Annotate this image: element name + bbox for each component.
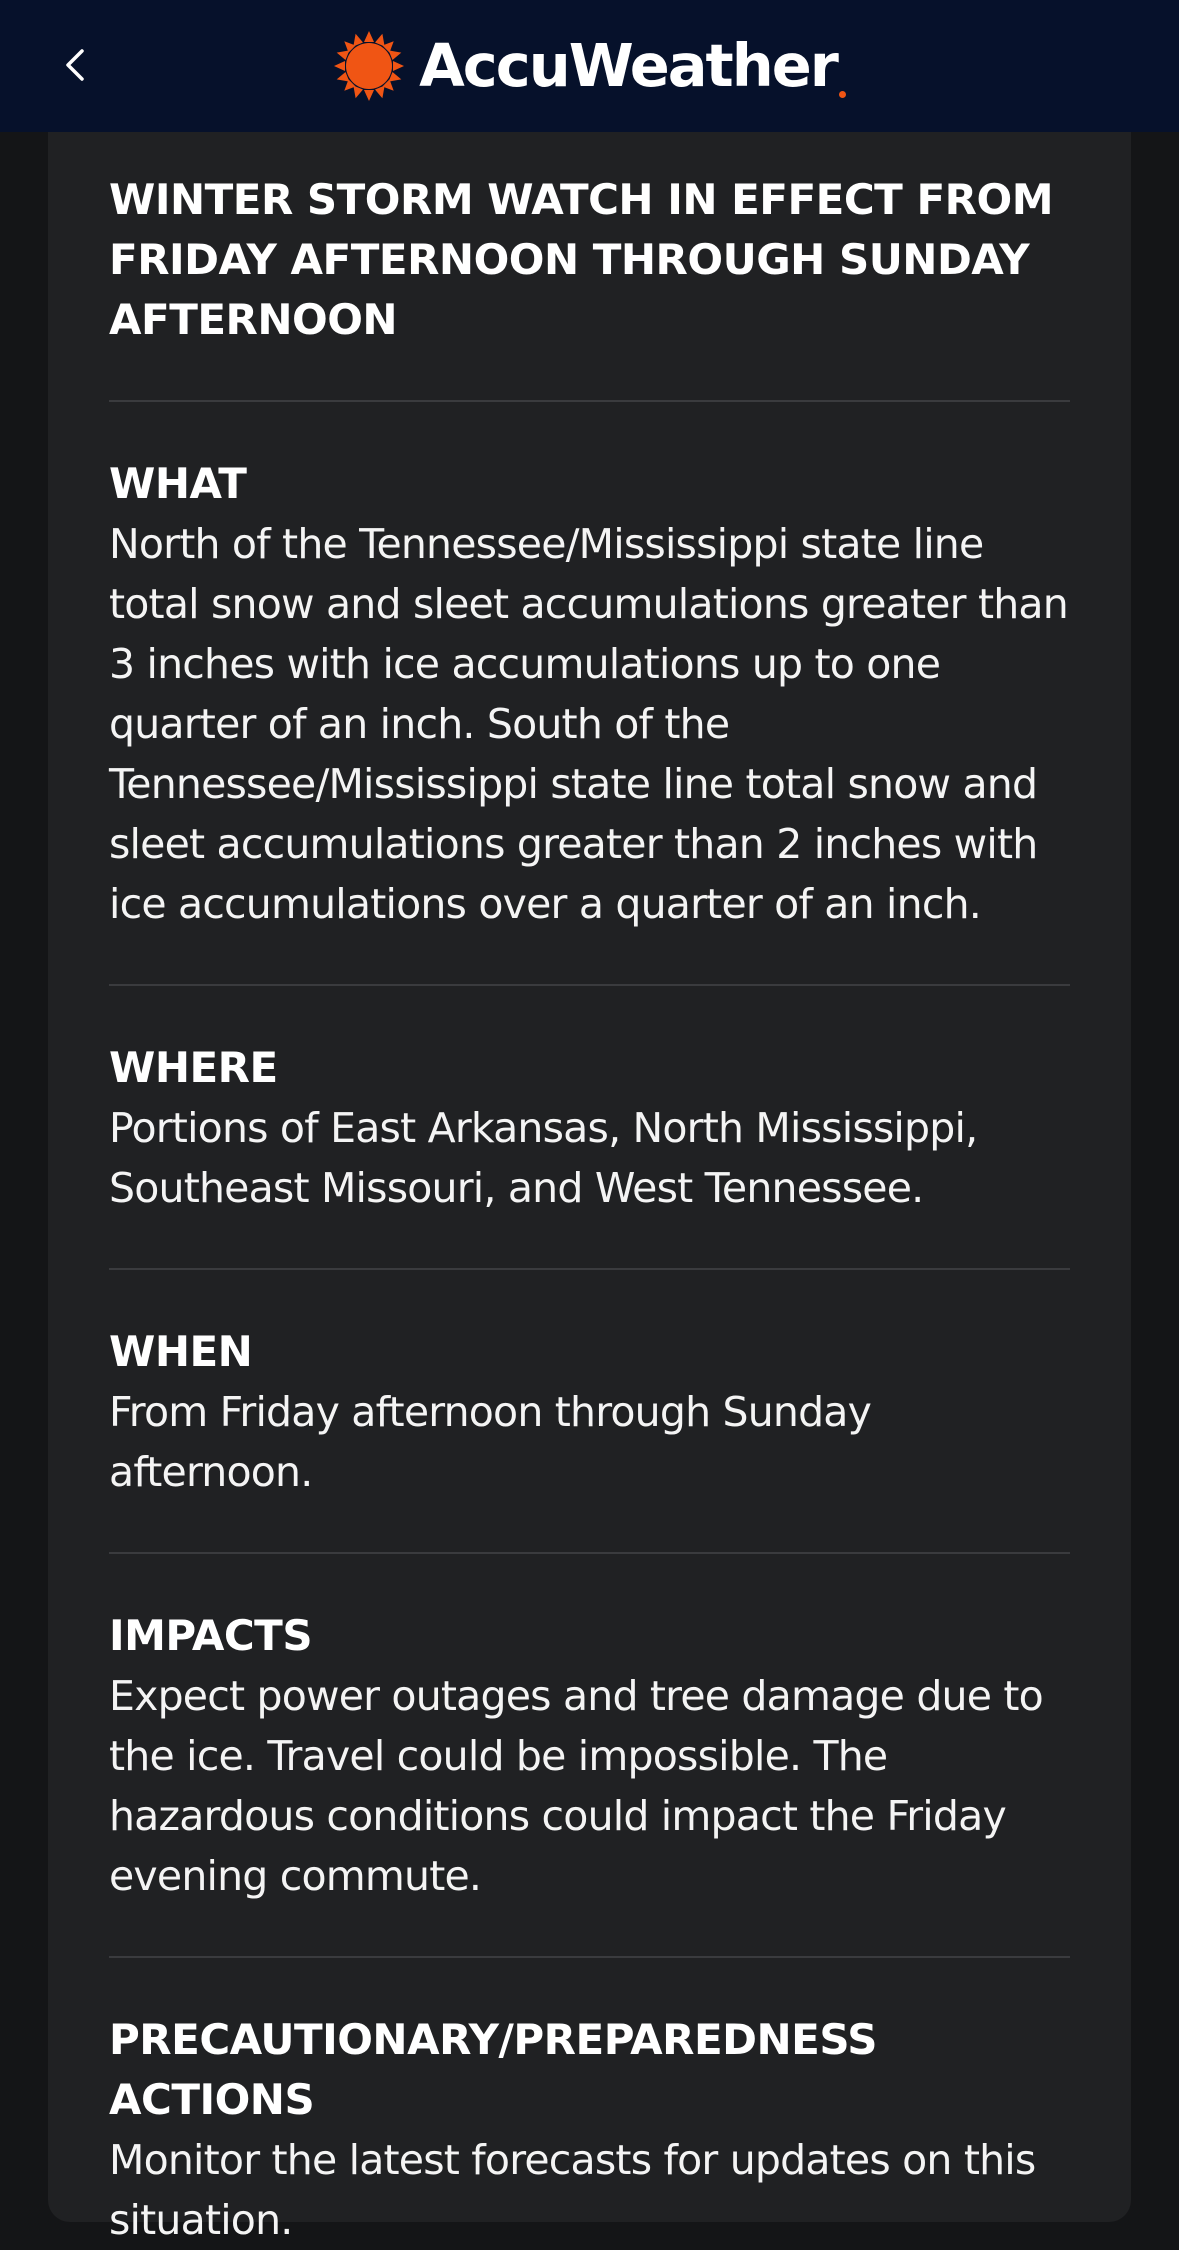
divider — [109, 1268, 1070, 1270]
section-heading: WHEN — [109, 1327, 253, 1376]
section-body: Monitor the latest forecasts for updates on this situation. — [109, 2136, 1036, 2244]
divider — [109, 1956, 1070, 1958]
section-body: Portions of East Arkansas, North Mississippi, Southeast Missouri, and West Tennessee. — [109, 1104, 978, 1212]
section-heading: IMPACTS — [109, 1611, 313, 1660]
app-header — [0, 0, 1179, 132]
section-what — [109, 454, 1070, 934]
section-body: Expect power outages and tree damage due to the ice. Travel could be impossible. The hazardous conditions could impact the Friday evening commute. — [109, 1672, 1043, 1900]
section-when — [109, 1322, 1070, 1502]
alert-card — [48, 132, 1131, 2244]
accuweather-logo — [0, 30, 1179, 102]
section-impacts — [109, 1606, 1070, 1906]
divider — [109, 1552, 1070, 1554]
section-heading: PRECAUTIONARY/PREPAREDNESS ACTIONS — [109, 2015, 877, 2124]
sun-icon — [333, 30, 405, 102]
section-body: From Friday afternoon through Sunday afternoon. — [109, 1388, 872, 1496]
divider — [109, 984, 1070, 986]
section-heading: WHERE — [109, 1043, 278, 1092]
alert-title: WINTER STORM WATCH IN EFFECT FROM FRIDAY AFTERNOON THROUGH SUNDAY AFTERNOON — [109, 175, 1053, 344]
section-body: North of the Tennessee/Mississippi state line total snow and sleet accumulations greater than 3 inches with ice accumulations up to one quarter of an inch. South of the Tennessee/Mississippi state line total snow and sleet accumulations greater than 2 inches with ice accumulations over a quarter of an inch. — [109, 520, 1068, 928]
section-heading: WHAT — [109, 459, 247, 508]
section-precautionary-actions — [109, 2010, 1070, 2250]
divider — [109, 400, 1070, 402]
logo-dot — [839, 91, 846, 98]
logo-text: AccuWeather — [419, 30, 846, 102]
section-where — [109, 1038, 1070, 1218]
